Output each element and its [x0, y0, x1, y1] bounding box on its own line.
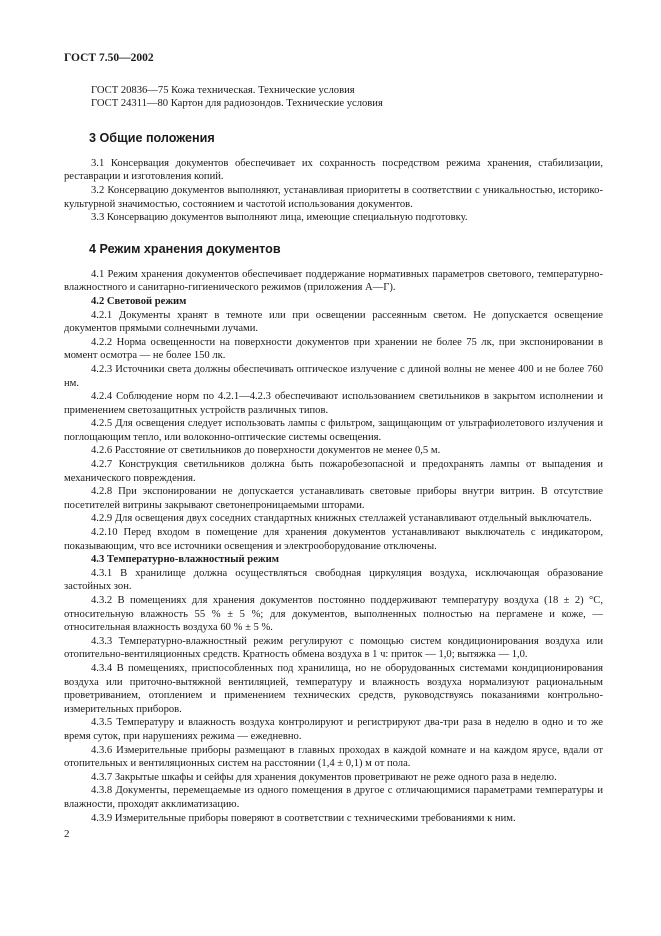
subsection-4-2-heading: 4.2 Световой режим	[91, 295, 187, 307]
paragraph-4-3-5: 4.3.5 Температуру и влажность воздуха контролируют и регистрируют два-три раза в неделю в одно и то же время суток, при нарушениях режима — ежедневно.	[64, 717, 603, 742]
reference-item: ГОСТ 24311—80 Картон для радиозондов. Технические условия	[91, 98, 383, 110]
paragraph-4-2-7: 4.2.7 Конструкция светильников должна быть пожаробезопасной и предохранять лампы от выпадения и механического повреждения.	[64, 459, 603, 484]
section-3-heading: 3 Общие положения	[89, 130, 215, 145]
paragraph-4-3-2: 4.3.2 В помещениях для хранения документов постоянно поддерживают температуру воздуха (18 ± 2) °С, относительную влажность 55 % ± 5 %; для документов, выполненных полностью на пергамене и коже, — относительная влажность воздуха 60 % ± 5 %.	[64, 595, 603, 634]
paragraph-4-3-1: 4.3.1 В хранилище должна осуществляться свободная циркуляция воздуха, исключающая образование застойных зон.	[64, 567, 603, 593]
paragraph-4-2-5: 4.2.5 Для освещения следует использовать лампы с фильтром, защищающим от ультрафиолетового излучения и поглощающим тепло, или волоконно-оптические системы освещения.	[64, 418, 603, 443]
paragraph-4-2-2: 4.2.2 Норма освещенности на поверхности документов при хранении не более 75 лк, при экспонировании в момент осмотра — не более 150 лк.	[64, 336, 603, 362]
paragraph-4-3-9: 4.3.9 Измерительные приборы поверяют в соответствии с техническими требованиями к ним.	[91, 812, 516, 824]
paragraph-3-1: 3.1 Консервация документов обеспечивает их сохранность посредством режима хранения, стабилизации, реставрации и изготовления копий.	[64, 157, 603, 183]
paragraph-4-2-4: 4.2.4 Соблюдение норм по 4.2.1—4.2.3 обеспечивают использованием светильников в закрытом исполнении и применением светозащитных устройств различных типов.	[64, 391, 603, 416]
section-4-heading: 4 Режим хранения документов	[89, 241, 281, 256]
paragraph-4-2-6: 4.2.6 Расстояние от светильников до поверхности документов не менее 0,5 м.	[91, 445, 441, 457]
paragraph-4-2-10: 4.2.10 Перед входом в помещение для хранения документов устанавливают выключатель с индикатором, показывающим, что все источники освещения и электрооборудование отключены.	[64, 527, 603, 552]
paragraph-3-2: 3.2 Консервацию документов выполняют, устанавливая приоритеты в соответствии с уникальностью, историко-культурной значимостью, состоянием и частотой использования документов.	[64, 184, 603, 210]
paragraph-4-3-8: 4.3.8 Документы, перемещаемые из одного помещения в другое с отличающимися параметрами температуры и влажности, проходят акклиматизацию.	[64, 785, 603, 810]
document-code-header: ГОСТ 7.50—2002	[64, 52, 154, 64]
references-list	[64, 84, 603, 111]
paragraph-4-2-3: 4.2.3 Источники света должны обеспечивать оптическое излучение с длиной волны не менее 400 и не более 760 нм.	[64, 363, 603, 389]
paragraph-4-3-3: 4.3.3 Температурно-влажностный режим регулируют с помощью систем кондиционирования воздуха или отопительно-вентиляционных средств. Кратность обмена воздуха в 1 ч: приток — 1,0; вытяжка — 1,0.	[64, 635, 603, 661]
reference-item: ГОСТ 20836—75 Кожа техническая. Технические условия	[91, 84, 355, 96]
paragraph-4-2-1: 4.2.1 Документы хранят в темноте или при освещении рассеянным светом. Не допускается освещение документов прямыми солнечными лучами.	[64, 309, 603, 335]
paragraph-4-3-6: 4.3.6 Измерительные приборы размещают в главных проходах в каждой комнате и на каждом ярусе, вдали от отопительных и вентиляционных систем на расстоянии (1,4 ± 0,1) м от пола.	[64, 744, 603, 770]
paragraph-3-3: 3.3 Консервацию документов выполняют лица, имеющие специальную подготовку.	[91, 212, 468, 224]
paragraph-4-1: 4.1 Режим хранения документов обеспечивает поддержание нормативных параметров светового, температурно-влажностного и санитарно-гигиенического режимов (приложения А—Г).	[64, 268, 603, 294]
subsection-4-3-heading: 4.3 Температурно-влажностный режим	[91, 554, 279, 566]
paragraph-4-2-8: 4.2.8 При экспонировании не допускается устанавливать световые приборы внутри витрин. В отсутствие посетителей витрины закрывают светонепроницаемыми шторами.	[64, 486, 603, 511]
page-number: 2	[64, 828, 70, 840]
paragraph-4-3-4: 4.3.4 В помещениях, приспособленных под хранилища, но не оборудованных системами кондиционирования воздуха или приточно-вытяжной вентиляцией, температуру и влажность воздуха нормализуют рациональным проветриванием, отоплением и применением технических средств, руководствуясь показаниями контрольно-измерительных приборов.	[64, 662, 603, 715]
paragraph-4-3-7: 4.3.7 Закрытые шкафы и сейфы для хранения документов проветривают не реже одного раза в неделю.	[91, 771, 557, 783]
paragraph-4-2-9: 4.2.9 Для освещения двух соседних стандартных книжных стеллажей устанавливают отдельный выключатель.	[91, 513, 592, 525]
